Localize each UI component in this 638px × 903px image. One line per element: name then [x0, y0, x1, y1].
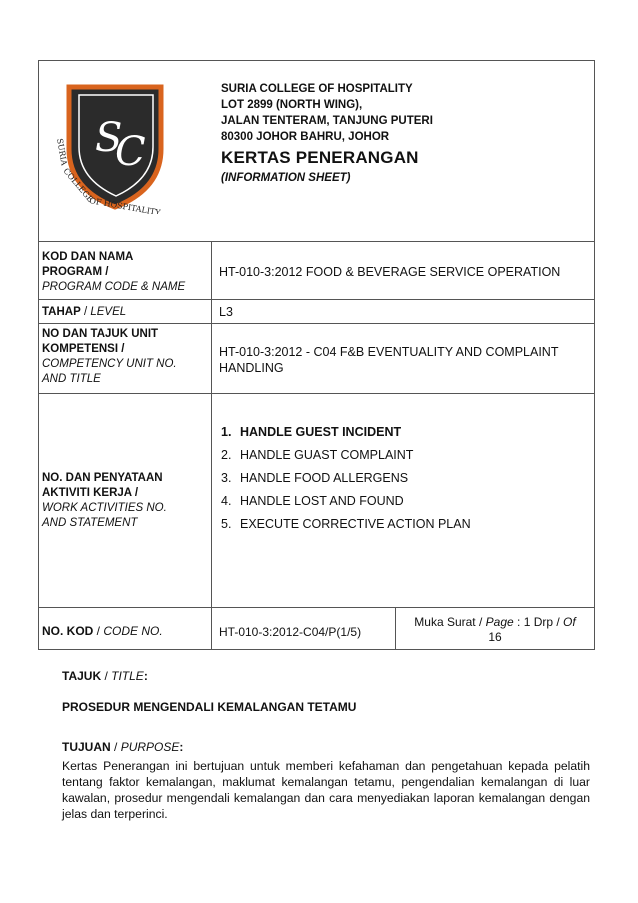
purpose-label-bold: TUJUAN — [62, 740, 111, 754]
separator: / — [93, 624, 104, 638]
page-total: 16 — [488, 630, 502, 644]
activities-row — [39, 393, 594, 607]
list-number: 2. — [221, 448, 232, 462]
program-label — [39, 242, 212, 299]
colon: : — [143, 669, 148, 683]
competency-value-line: HANDLING — [219, 361, 284, 375]
level-value: L3 — [219, 305, 233, 319]
activities-label-line: NO. DAN PENYATAAN — [42, 472, 163, 484]
code-label-bold: NO. KOD — [42, 624, 94, 638]
separator: / — [101, 669, 112, 683]
list-text: HANDLE GUEST INCIDENT — [240, 425, 402, 439]
purpose-paragraph: Kertas Penerangan ini bertujuan untuk memberi kefahaman dan pengetahuan kepada pelatih tentang faktor kemalangan, maklumat kemalangan tetamu, pengendalian kemalangan di luar kawalan, prosedur mengendali kemalangan dan cara menyediakan laporan kemalangan dengan jelas dan terperinci. — [62, 759, 590, 821]
list-item — [221, 467, 594, 490]
level-row — [39, 299, 594, 323]
list-number: 1. — [221, 425, 232, 439]
information-sheet-table — [38, 60, 595, 650]
competency-row — [39, 323, 594, 393]
code-label — [39, 608, 212, 649]
address-line: SURIA COLLEGE OF HOSPITALITY — [221, 83, 413, 95]
address-line: 80300 JOHOR BAHRU, JOHOR — [221, 131, 390, 143]
page-number — [396, 608, 594, 649]
document-title: KERTAS PENERANGAN — [221, 148, 419, 167]
activities-label-italic: WORK ACTIVITIES NO. — [42, 502, 167, 514]
code-value: HT-010-3:2012-C04/P(1/5) — [212, 608, 396, 649]
list-item — [221, 490, 594, 513]
title-heading — [62, 669, 590, 683]
activities-label — [39, 394, 212, 607]
address-line: LOT 2899 (NORTH WING), — [221, 99, 363, 111]
activities-list — [221, 421, 594, 536]
competency-value-line: HT-010-3:2012 - C04 F&B EVENTUALITY AND COMPLAINT — [219, 345, 559, 359]
page-label: Muka Surat / — [414, 615, 486, 629]
list-number: 5. — [221, 517, 232, 531]
separator: / — [110, 740, 121, 754]
program-label-line: KOD DAN NAMA — [42, 251, 134, 263]
level-label-italic: LEVEL — [90, 306, 127, 318]
list-text: HANDLE LOST AND FOUND — [240, 494, 404, 508]
level-label-bold: TAHAP — [42, 306, 81, 318]
svg-text:COLLEGE: COLLEGE — [61, 166, 95, 204]
list-number: 3. — [221, 471, 232, 485]
competency-value — [212, 324, 594, 393]
competency-label-italic: COMPETENCY UNIT NO. — [42, 358, 177, 370]
competency-label-line: NO DAN TAJUK UNIT — [42, 328, 159, 340]
section-title-value: PROSEDUR MENGENDALI KEMALANGAN TETAMU — [62, 700, 357, 714]
college-logo — [49, 79, 169, 214]
address-line: JALAN TENTERAM, TANJUNG PUTERI — [221, 115, 433, 127]
list-text: EXECUTE CORRECTIVE ACTION PLAN — [240, 517, 471, 531]
program-label-line: PROGRAM / — [42, 266, 109, 278]
list-number: 4. — [221, 494, 232, 508]
level-label — [39, 300, 212, 323]
svg-text:S: S — [95, 115, 123, 161]
program-label-italic: PROGRAM CODE & NAME — [42, 281, 186, 293]
document-subtitle: (INFORMATION SHEET) — [221, 172, 351, 184]
purpose-heading — [62, 740, 590, 754]
code-row — [39, 607, 594, 649]
title-label-italic: TITLE — [111, 669, 144, 683]
svg-text:C: C — [115, 129, 146, 175]
page-of-italic: Of — [563, 615, 576, 629]
svg-text:OF HOSPITALITY: OF HOSPITALITY — [88, 196, 162, 214]
competency-label-line: KOMPETENSI / — [42, 343, 125, 355]
competency-label-italic: AND TITLE — [42, 373, 101, 385]
colon: : — [179, 740, 184, 754]
list-text: HANDLE GUAST COMPLAINT — [240, 448, 414, 462]
program-row — [39, 241, 594, 299]
competency-label — [39, 324, 212, 393]
page-label-italic: Page — [485, 615, 514, 629]
svg-text:SURIA: SURIA — [55, 137, 69, 167]
activities-label-line: AKTIVITI KERJA / — [42, 487, 139, 499]
college-address — [221, 81, 433, 145]
list-item — [221, 513, 594, 536]
list-text: HANDLE FOOD ALLERGENS — [240, 471, 409, 485]
list-item — [221, 444, 594, 467]
list-item — [221, 421, 594, 444]
page-value: : 1 Drp / — [513, 615, 564, 629]
activities-list-cell — [212, 394, 594, 607]
title-label-bold: TAJUK — [62, 669, 102, 683]
code-label-italic: CODE NO. — [103, 624, 163, 638]
activities-label-italic: AND STATEMENT — [42, 517, 138, 529]
purpose-label-italic: PURPOSE — [120, 740, 180, 754]
separator: / — [80, 306, 91, 318]
program-value: HT-010-3:2012 FOOD & BEVERAGE SERVICE OPERATION — [219, 265, 561, 279]
